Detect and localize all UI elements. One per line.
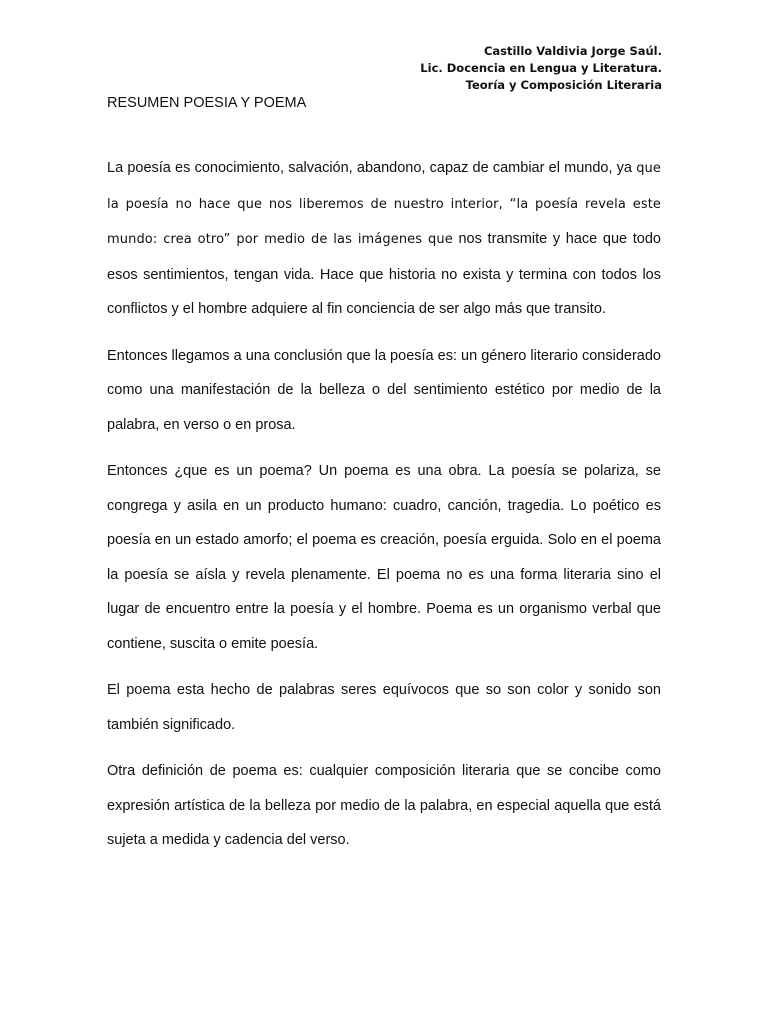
paragraph-2: Entonces llegamos a una conclusión que la poesía es: un género literario considerado como una manifestación de la belleza o del sentimiento estético por medio de la palabra, en verso o en prosa. — [107, 347, 661, 433]
document-body — [107, 151, 661, 858]
paragraph-5: Otra definición de poema es: cualquier composición literaria que se concibe como expresión artística de la belleza por medio de la palabra, en especial aquella que está sujeta a medida y cadencia del verso. — [107, 763, 661, 848]
author-header — [420, 43, 662, 94]
paragraph-1-quote-segment: que la poesía no hace que nos liberemos de nuestro interior, “la poesía revela este mundo: crea otro” por medio de las imágenes que — [107, 161, 661, 247]
paragraph-1 — [107, 151, 661, 327]
course-name: Teoría y Composición Literaria — [465, 78, 662, 92]
author-degree: Lic. Docencia en Lengua y Literatura. — [420, 61, 662, 75]
paragraph-1-part-1: La poesía es conocimiento, salvación, abandono, capaz de cambiar el mundo, ya — [107, 160, 637, 176]
paragraph-3: Entonces ¿que es un poema? Un poema es una obra. La poesía se polariza, se congrega y asila en un producto humano: cuadro, canción, tragedia. Lo poético es poesía en un estado amorfo; el poema es creación, poesía erguida. Solo en el poema la poesía se aísla y revela plenamente. El poema no es una forma literaria sino el lugar de encuentro entre la poesía y el hombre. Poema es un organismo verbal que contiene, suscita o emite poesía. — [107, 463, 661, 652]
paragraph-1-part-3: nos transmite y hace que todo esos sentimientos, tengan vida. Hace que historia no exista y termina con todos los conflictos y el hombre adquiere al fin conciencia de ser algo más que transito. — [107, 231, 661, 317]
paragraph-4: El poema esta hecho de palabras seres equívocos que so son color y sonido son también significado. — [107, 682, 661, 733]
author-name: Castillo Valdivia Jorge Saúl. — [483, 44, 662, 58]
document-title: RESUMEN POESIA Y POEMA — [107, 95, 307, 111]
